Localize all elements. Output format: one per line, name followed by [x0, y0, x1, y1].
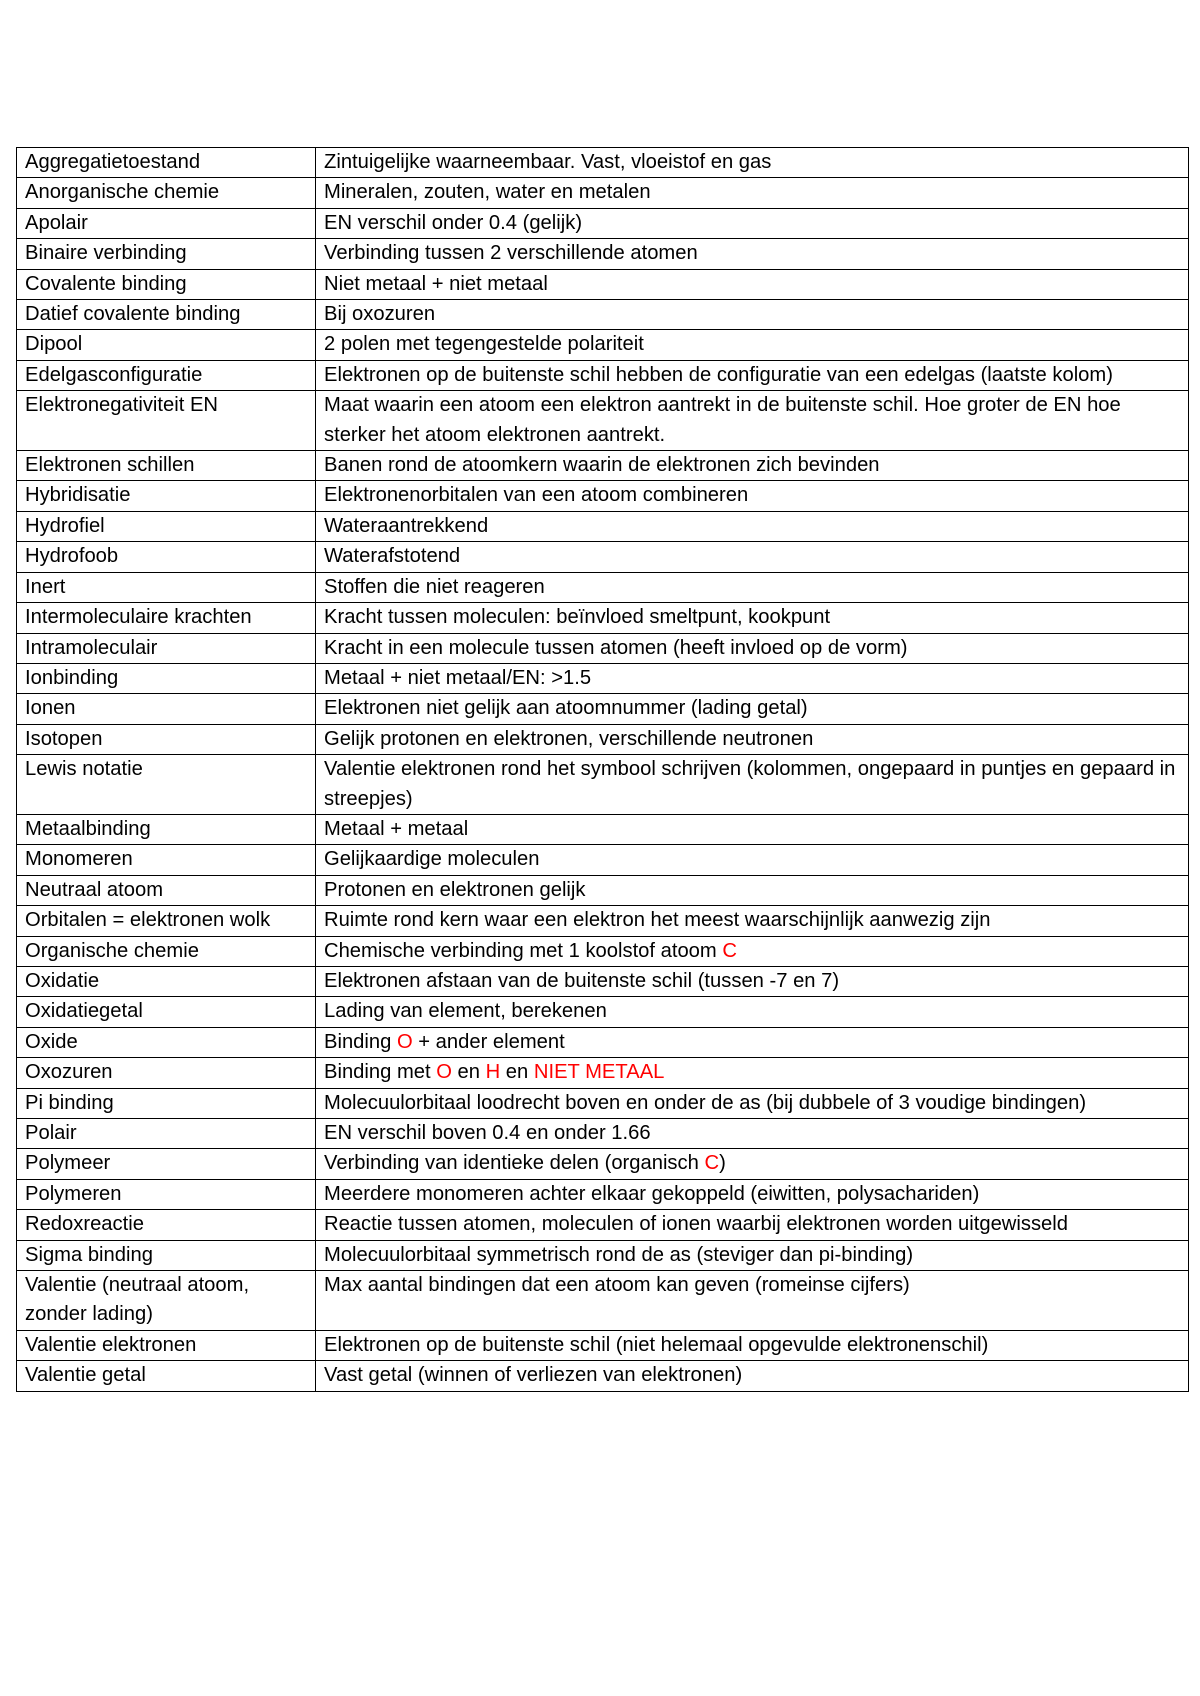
- definition-text: Elektronen op de buitenste schil hebben de configuratie van een edelgas (laatste kolom): [324, 363, 1113, 386]
- term-cell: Anorganische chemie: [17, 178, 316, 208]
- definition-text: Elektronen op de buitenste schil (niet helemaal opgevulde elektronenschil): [324, 1333, 989, 1356]
- definition-text: Reactie tussen atomen, moleculen of ionen waarbij elektronen worden uitgewisseld: [324, 1213, 1069, 1236]
- table-row: [17, 239, 1189, 269]
- definition-text: Metaal + metaal: [324, 817, 469, 840]
- definition-text: Bij oxozuren: [324, 303, 436, 326]
- definition-text: Elektronen afstaan van de buitenste schil (tussen -7 en 7): [324, 969, 840, 992]
- table-row: [17, 936, 1189, 966]
- definition-cell: [316, 148, 1189, 178]
- table-row: [17, 1149, 1189, 1179]
- term-cell: Binaire verbinding: [17, 239, 316, 269]
- highlighted-text: H: [485, 1061, 501, 1084]
- term-cell: Valentie elektronen: [17, 1330, 316, 1360]
- definition-text: Elektronenorbitalen van een atoom combineren: [324, 484, 749, 507]
- term-cell: Ionen: [17, 694, 316, 724]
- table-row: [17, 1119, 1189, 1149]
- table-row: [17, 724, 1189, 754]
- term-cell: Polymeer: [17, 1149, 316, 1179]
- term-cell: Intermoleculaire krachten: [17, 603, 316, 633]
- definition-cell: [316, 755, 1189, 815]
- table-row: [17, 633, 1189, 663]
- definition-text: Meerdere monomeren achter elkaar gekoppeld (eiwitten, polysachariden): [324, 1182, 980, 1205]
- definition-text: Binding met: [324, 1061, 437, 1084]
- definition-cell: [316, 845, 1189, 875]
- definition-cell: [316, 269, 1189, 299]
- term-cell: Aggregatietoestand: [17, 148, 316, 178]
- term-cell: Lewis notatie: [17, 755, 316, 815]
- table-row: [17, 1330, 1189, 1360]
- definition-cell: [316, 663, 1189, 693]
- definition-cell: [316, 1149, 1189, 1179]
- term-cell: Datief covalente binding: [17, 300, 316, 330]
- definition-cell: [316, 178, 1189, 208]
- definition-cell: [316, 542, 1189, 572]
- definition-cell: [316, 360, 1189, 390]
- definition-text: Banen rond de atoomkern waarin de elektronen zich bevinden: [324, 454, 880, 477]
- definition-cell: [316, 633, 1189, 663]
- table-row: [17, 1088, 1189, 1118]
- term-cell: Isotopen: [17, 724, 316, 754]
- definition-cell: [316, 875, 1189, 905]
- definition-cell: [316, 451, 1189, 481]
- definition-cell: [316, 208, 1189, 238]
- definition-cell: [316, 906, 1189, 936]
- definition-cell: [316, 511, 1189, 541]
- definition-cell: [316, 300, 1189, 330]
- table-row: [17, 1179, 1189, 1209]
- highlighted-text: O: [396, 1030, 413, 1053]
- definition-cell: [316, 936, 1189, 966]
- term-cell: Oxide: [17, 1027, 316, 1057]
- table-row: [17, 663, 1189, 693]
- definition-cell: [316, 966, 1189, 996]
- definition-text: Metaal + niet metaal/EN: >1.5: [324, 666, 592, 689]
- definition-cell: [316, 1088, 1189, 1118]
- definition-cell: [316, 1119, 1189, 1149]
- table-row: [17, 330, 1189, 360]
- table-row: [17, 481, 1189, 511]
- table-row: [17, 603, 1189, 633]
- term-cell: Polymeren: [17, 1179, 316, 1209]
- term-cell: Valentie getal: [17, 1361, 316, 1391]
- definition-text: Lading van element, berekenen: [324, 1000, 607, 1023]
- term-cell: Hydrofiel: [17, 511, 316, 541]
- term-cell: Covalente binding: [17, 269, 316, 299]
- definition-cell: [316, 481, 1189, 511]
- definition-text: Valentie elektronen rond het symbool schrijven (kolommen, ongepaard in puntjes en gepaard in streepjes): [324, 758, 1176, 810]
- definition-text: Protonen en elektronen gelijk: [324, 878, 586, 901]
- table-row: [17, 966, 1189, 996]
- definition-cell: [316, 330, 1189, 360]
- table-row: [17, 906, 1189, 936]
- table-row: [17, 178, 1189, 208]
- definition-text: Max aantal bindingen dat een atoom kan geven (romeinse cijfers): [324, 1274, 910, 1297]
- definition-cell: [316, 997, 1189, 1027]
- highlighted-text: O: [436, 1061, 452, 1084]
- table-row: [17, 269, 1189, 299]
- table-row: [17, 1210, 1189, 1240]
- table-row: [17, 300, 1189, 330]
- table-row: [17, 875, 1189, 905]
- term-cell: Metaalbinding: [17, 814, 316, 844]
- definition-text: Gelijk protonen en elektronen, verschillende neutronen: [324, 727, 814, 750]
- term-cell: Elektronegativiteit EN: [17, 391, 316, 451]
- definition-text: Verbinding van identieke delen (organisch: [324, 1152, 705, 1175]
- table-row: [17, 542, 1189, 572]
- table-row: [17, 1271, 1189, 1331]
- highlighted-text: C: [722, 939, 737, 962]
- term-cell: Hydrofoob: [17, 542, 316, 572]
- definition-cell: [316, 724, 1189, 754]
- table-row: [17, 511, 1189, 541]
- table-row: [17, 1361, 1189, 1391]
- definition-text: Chemische verbinding met 1 koolstof atoom: [324, 939, 723, 962]
- definition-cell: [316, 239, 1189, 269]
- term-cell: Oxozuren: [17, 1058, 316, 1088]
- definition-text: Kracht tussen moleculen: beïnvloed smeltpunt, kookpunt: [324, 606, 831, 629]
- definition-text: ): [719, 1152, 726, 1175]
- term-cell: Redoxreactie: [17, 1210, 316, 1240]
- definition-text: + ander element: [412, 1030, 565, 1053]
- table-row: [17, 694, 1189, 724]
- definition-text: Mineralen, zouten, water en metalen: [324, 181, 651, 204]
- table-row: [17, 360, 1189, 390]
- definition-text: Zintuigelijke waarneembaar. Vast, vloeistof en gas: [324, 151, 772, 173]
- table-row: [17, 1240, 1189, 1270]
- term-cell: Elektronen schillen: [17, 451, 316, 481]
- table-row: [17, 148, 1189, 178]
- definition-text: EN verschil onder 0.4 (gelijk): [324, 211, 583, 234]
- table-row: [17, 391, 1189, 451]
- definition-cell: [316, 1210, 1189, 1240]
- table-row: [17, 451, 1189, 481]
- definition-text: Ruimte rond kern waar een elektron het meest waarschijnlijk aanwezig zijn: [324, 909, 991, 932]
- definition-cell: [316, 603, 1189, 633]
- term-cell: Polair: [17, 1119, 316, 1149]
- definition-text: 2 polen met tegengestelde polariteit: [324, 333, 644, 356]
- term-cell: Apolair: [17, 208, 316, 238]
- term-cell: Pi binding: [17, 1088, 316, 1118]
- term-cell: Ionbinding: [17, 663, 316, 693]
- term-cell: Intramoleculair: [17, 633, 316, 663]
- term-cell: Edelgasconfiguratie: [17, 360, 316, 390]
- highlighted-text: NIET METAAL: [533, 1061, 665, 1084]
- table-row: [17, 814, 1189, 844]
- term-cell: Sigma binding: [17, 1240, 316, 1270]
- definition-text: Niet metaal + niet metaal: [324, 272, 548, 295]
- definition-text: Kracht in een molecule tussen atomen (heeft invloed op de vorm): [324, 636, 908, 659]
- definition-cell: [316, 1240, 1189, 1270]
- table-row: [17, 208, 1189, 238]
- term-cell: Organische chemie: [17, 936, 316, 966]
- definition-text: Verbinding tussen 2 verschillende atomen: [324, 242, 698, 265]
- definition-cell: [316, 1330, 1189, 1360]
- table-row: [17, 755, 1189, 815]
- definition-text: Vast getal (winnen of verliezen van elektronen): [324, 1364, 743, 1387]
- glossary-table: [16, 147, 1189, 1392]
- definition-text: Maat waarin een atoom een elektron aantrekt in de buitenste schil. Hoe groter de EN hoe sterker het atoom elektronen aantrekt.: [324, 394, 1121, 446]
- glossary-body: [17, 148, 1189, 1392]
- definition-cell: [316, 391, 1189, 451]
- definition-text: Wateraantrekkend: [324, 514, 489, 537]
- definition-cell: [316, 1361, 1189, 1391]
- definition-text: Molecuulorbitaal symmetrisch rond de as (steviger dan pi-binding): [324, 1243, 914, 1266]
- definition-text: en: [451, 1061, 486, 1084]
- highlighted-text: C: [704, 1152, 720, 1175]
- term-cell: Monomeren: [17, 845, 316, 875]
- definition-cell: [316, 814, 1189, 844]
- term-cell: Oxidatie: [17, 966, 316, 996]
- table-row: [17, 572, 1189, 602]
- table-row: [17, 997, 1189, 1027]
- definition-text: Molecuulorbitaal loodrecht boven en onder de as (bij dubbele of 3 voudige bindingen): [324, 1091, 1087, 1114]
- term-cell: Dipool: [17, 330, 316, 360]
- table-row: [17, 1027, 1189, 1057]
- term-cell: Neutraal atoom: [17, 875, 316, 905]
- definition-cell: [316, 694, 1189, 724]
- term-cell: Inert: [17, 572, 316, 602]
- term-cell: Oxidatiegetal: [17, 997, 316, 1027]
- term-cell: Valentie (neutraal atoom, zonder lading): [17, 1271, 316, 1331]
- table-row: [17, 845, 1189, 875]
- definition-text: Waterafstotend: [324, 545, 461, 568]
- definition-cell: [316, 1058, 1189, 1088]
- definition-cell: [316, 1027, 1189, 1057]
- definition-cell: [316, 1179, 1189, 1209]
- term-cell: Hybridisatie: [17, 481, 316, 511]
- table-row: [17, 1058, 1189, 1088]
- definition-text: Binding: [324, 1030, 397, 1053]
- definition-cell: [316, 572, 1189, 602]
- definition-cell: [316, 1271, 1189, 1331]
- definition-text: en: [500, 1061, 534, 1084]
- definition-text: Gelijkaardige moleculen: [324, 848, 540, 871]
- definition-text: Stoffen die niet reageren: [324, 575, 545, 598]
- definition-text: EN verschil boven 0.4 en onder 1.66: [324, 1122, 651, 1144]
- term-cell: Orbitalen = elektronen wolk: [17, 906, 316, 936]
- definition-text: Elektronen niet gelijk aan atoomnummer (lading getal): [324, 697, 808, 720]
